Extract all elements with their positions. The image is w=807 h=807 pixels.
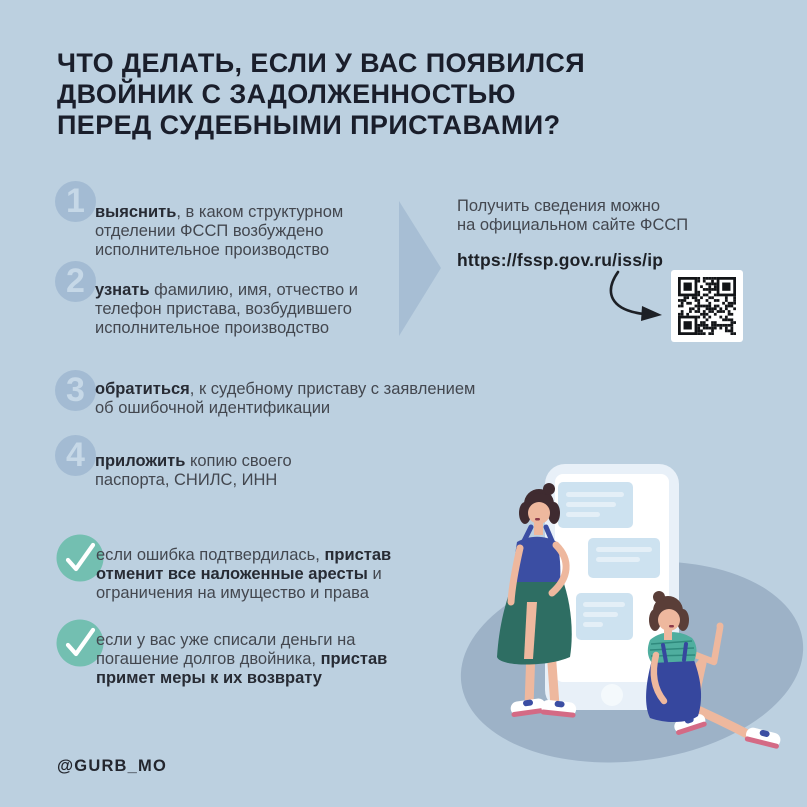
step-number: 4 [66, 435, 85, 474]
arrow-right-chevron [396, 199, 444, 339]
step-3-number-badge [55, 370, 96, 411]
step-2-text: узнать фамилию, имя, отчество и телефон пристава, возбудившего исполнительное производство [95, 281, 358, 337]
illustration-two-women-phone [455, 418, 807, 778]
info-block [457, 197, 757, 269]
title-line: ЧТО ДЕЛАТЬ, ЕСЛИ У ВАС ПОЯВИЛСЯ [57, 48, 586, 78]
step-1-text: выяснить, в каком структурном отделении ФССП возбуждено исполнительное производство [95, 203, 344, 259]
step-1-number-badge [55, 181, 96, 222]
step-number: 1 [66, 181, 85, 220]
step-4-number-badge [55, 435, 96, 476]
footer-handle: @GURB_MO [57, 757, 168, 775]
step-3-text: обратиться, к судебному приставу с заявлением об ошибочной идентификации [95, 380, 476, 417]
page-title [57, 48, 677, 141]
sneaker [744, 726, 782, 749]
title-line: ПЕРЕД СУДЕБНЫМИ ПРИСТАВАМИ? [57, 110, 561, 140]
title-line: ДВОЙНИК С ЗАДОЛЖЕННОСТЬЮ [57, 79, 516, 109]
step-2-number-badge [55, 261, 96, 302]
info-text: Получить сведения можно на официальном сайте ФССП [457, 197, 689, 234]
check-1-text: если ошибка подтвердилась, пристав отменит все наложенные аресты и ограничения на имущество и права [96, 546, 392, 602]
step-4-text: приложить копию своего паспорта, СНИЛС, ИНН [95, 452, 292, 489]
check-2-text: если у вас уже списали деньги на погашение долгов двойника, пристав примет меры к их возврату [96, 631, 388, 687]
qr-code[interactable] [671, 270, 743, 342]
step-number: 2 [66, 261, 85, 300]
fssp-url[interactable]: https://fssp.gov.ru/iss/ip [457, 249, 664, 270]
curved-arrow-icon [596, 268, 668, 324]
qr-code-modules [678, 277, 736, 335]
step-number: 3 [66, 370, 85, 409]
